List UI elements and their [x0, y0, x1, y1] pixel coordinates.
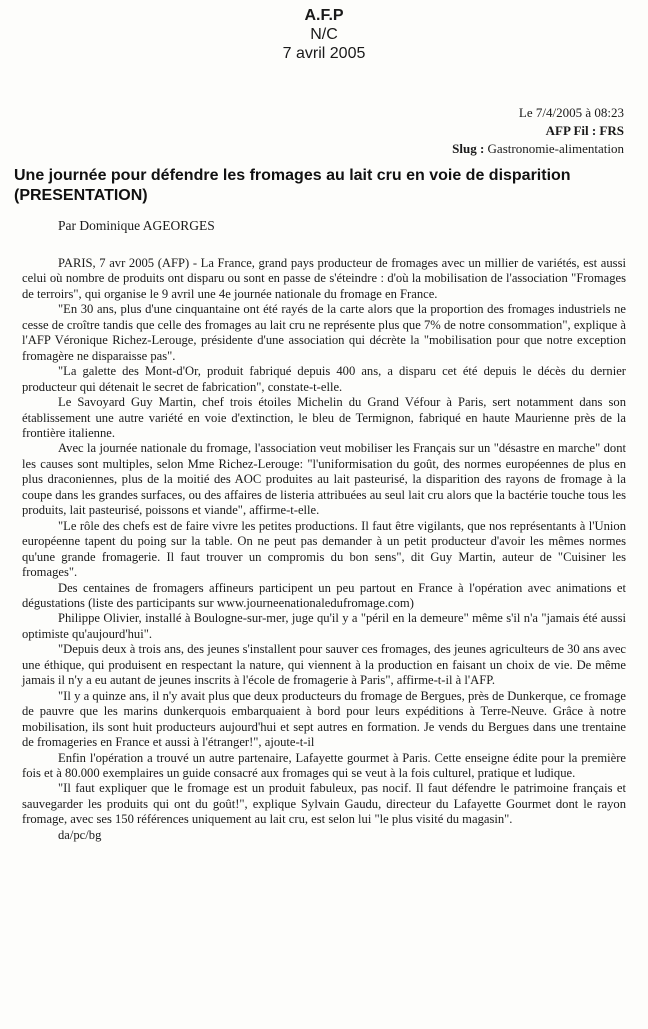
paragraph: Le Savoyard Guy Martin, chef trois étoiles Michelin du Grand Véfour à Paris, sert notamment dans son établissement une autre variété en voie d'extinction, le bleu de Termignon, fabriqué en haute Maurienne près de la frontière italienne. [22, 395, 626, 440]
paragraph: Avec la journée nationale du fromage, l'association veut mobiliser les Français sur un "désastre en marche" dont les causes sont multiples, selon Mme Richez-Lerouge: "l'uniformisation du goût, des normes européennes de plus en plus draconiennes, plus de la moitié des AOC produites au lait pasteurisé, la disparition des rayons de fromage à la coupe dans les grandes surfaces, ou des affaires de listeria attribuées au seul lait cru alors que la bactérie touche tous les produits, lait pasteurisé, poissons et viande", affirme-t-elle. [22, 441, 626, 518]
article-byline: Par Dominique AGEORGES [58, 218, 215, 233]
slug-label: Slug : [452, 141, 485, 156]
wire-label: AFP Fil : FRS [545, 123, 624, 138]
paragraph: "Le rôle des chefs est de faire vivre les petites productions. Il faut être vigilants, que nos représentants à l'Union européenne tapent du poing sur la table. On ne peut pas demander à un petit producteur d'avoir les mêmes normes qu'une grande fromagerie. Il faut trouver un compromis du bon sens", dit Guy Martin, auteur de "Cuisiner les fromages". [22, 518, 626, 580]
header-date: 7 avril 2005 [282, 45, 366, 62]
paragraph: "Il faut expliquer que le fromage est un produit fabuleux, pas nocif. Il faut défendre le patrimoine français et sauvegarder les produits qui ont du goût!", explique Sylvain Gaudu, directeur du Lafayette Gourmet dont le rayon fromage, avec ses 150 références uniquement au lait cru, est selon lui "le plus visité du magasin". [22, 781, 626, 827]
article-title: Une journée pour défendre les fromages au lait cru en voie de disparition (PRESENTATION) [14, 167, 571, 204]
paragraph: "En 30 ans, plus d'une cinquantaine ont été rayés de la carte alors que la proportion des fromages industriels ne cesse de croître tandis que celle des fromages au lait cru ne représente plus que 7% de notre consommation", explique à l'AFP Véronique Richez-Lerouge, présidente d'une association qui décrète la "mobilisation pour que notre exception fromagère ne disparaisse pas". [22, 302, 626, 363]
signature-codes: da/pc/bg [58, 827, 102, 842]
paragraph: "Depuis deux à trois ans, des jeunes s'installent pour sauver ces fromages, des jeunes agriculteurs de 30 ans avec une éthique, qui produisent en respectant la nature, qui viennent à la production en faisant un choix de vie. De même jamais il n'y a eu autant de jeunes inscrits à l'école de fromagerie à Paris", affirme-t-il à l'AFP. [22, 642, 626, 688]
dispatch-meta [452, 104, 624, 158]
slug-line [452, 140, 624, 158]
dispatch-datetime: Le 7/4/2005 à 08:23 [518, 105, 624, 120]
paragraph: "La galette des Mont-d'Or, produit fabriqué depuis 400 ans, a disparu cet été depuis le décès du dernier producteur qui détenait le secret de fabrication", constate-t-elle. [22, 364, 626, 394]
paragraph: PARIS, 7 avr 2005 (AFP) - La France, grand pays producteur de fromages avec un millier de variétés, est aussi celui où nombre de produits ont disparu ou sont en passe de s'éteindre : d'où la mobilisation de l'association "Fromages de terroirs", qui organise le 9 avril une 4e journée nationale du fromage en France. [22, 256, 626, 301]
paragraph: Philippe Olivier, installé à Boulogne-sur-mer, juge qu'il y a "péril en la demeure" même s'il n'a "jamais été aussi optimiste qu'aujourd'hui". [22, 611, 626, 641]
document-header [0, 6, 648, 63]
agency-name: A.F.P [304, 7, 344, 24]
slug-value: Gastronomie-alimentation [487, 141, 624, 156]
agency-code: N/C [310, 26, 338, 43]
paragraph: "Il y a quinze ans, il n'y avait plus que deux producteurs du fromage de Bergues, près de Dunkerque, ce fromage de pauvre que les marins dunkerquois embarquaient à bord pour leurs expéditions à Terre-Neuve. Grâce à notre mobilisation, ils sont huit producteurs aujourd'hui et sept autres en formation. Je vends du Bergues dans une trentaine de fromageries en France et aussi à l'étranger!", ajoute-t-il [22, 688, 626, 750]
paragraph: Enfin l'opération a trouvé un autre partenaire, Lafayette gourmet à Paris. Cette enseigne édite pour la première fois et à 80.000 exemplaires un guide consacré aux fromages qui se veut à la fois culturel, pratique et ludique. [22, 750, 626, 780]
paragraph: Des centaines de fromagers affineurs participent un peu partout en France à l'opération avec animations et dégustations (liste des participants sur www.journeenationaledufromage.com) [22, 580, 626, 610]
article-body [22, 256, 626, 843]
